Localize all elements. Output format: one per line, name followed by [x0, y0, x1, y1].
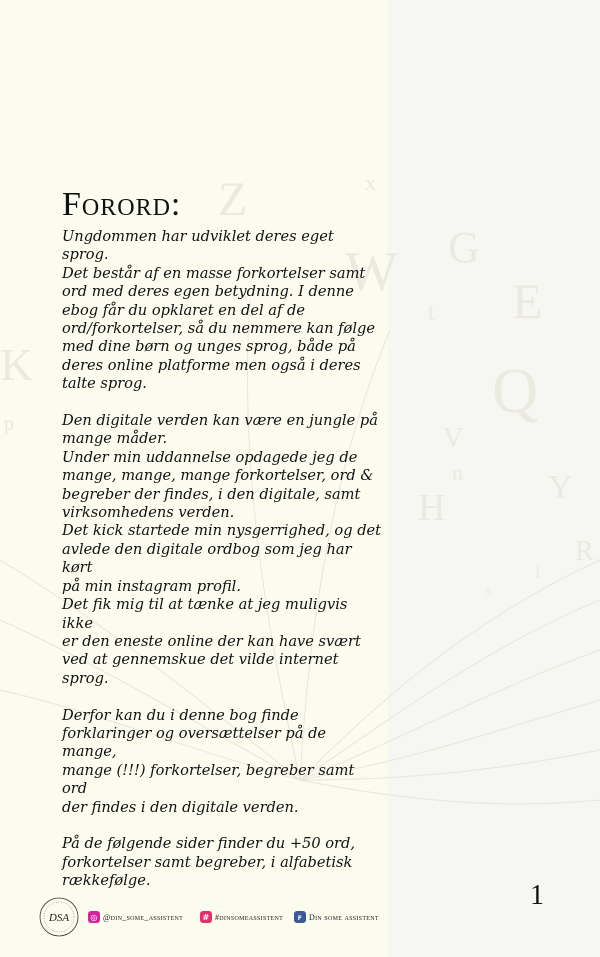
- svg-text:p: p: [4, 413, 14, 435]
- svg-text:G: G: [448, 223, 480, 272]
- svg-text:H: H: [418, 487, 446, 529]
- svg-text:i: i: [535, 561, 541, 583]
- hashtag-icon: #: [200, 911, 212, 923]
- svg-text:R: R: [575, 536, 594, 567]
- svg-text:K: K: [0, 339, 34, 390]
- instagram-link[interactable]: ◎ @din_some_assistent: [88, 911, 183, 923]
- body-text: [62, 228, 382, 909]
- svg-text:n: n: [452, 460, 463, 485]
- facebook-link[interactable]: f Din some assistent: [294, 911, 379, 923]
- brand-logo: [38, 896, 80, 938]
- svg-text:t: t: [428, 300, 435, 326]
- svg-text:V: V: [443, 423, 464, 454]
- svg-text:s: s: [485, 582, 492, 599]
- svg-text:DSA: DSA: [48, 912, 70, 924]
- svg-text:x: x: [365, 170, 376, 195]
- svg-text:W: W: [345, 241, 398, 303]
- instagram-icon: ◎: [88, 911, 100, 923]
- paragraph-4: På de følgende sider finder du +50 ord, forkortelser samt begreber, i alfabetisk rækkefølge.: [62, 835, 356, 890]
- svg-text:Z: Z: [218, 173, 248, 226]
- svg-text:Q: Q: [492, 355, 539, 426]
- svg-text:Y: Y: [548, 469, 573, 506]
- paragraph-1: Ungdommen har udviklet deres eget sprog. Det består af en masse forkortelser samt ord med deres egen betydning. I denne ebog får du opklaret en del af de ord/forkortelser, så du nemmere kan følge med dine børn og unges sprog, både på deres online platforme men også i deres talte sprog.: [62, 228, 375, 393]
- page-title: Forord:: [62, 186, 182, 223]
- page-number: 1: [530, 880, 544, 911]
- paragraph-2: Den digitale verden kan være en jungle på mange måder. Under min uddannelse opdagede jeg de mange, mange, mange forkortelser, ord & begreber der findes, i den digitale, samt virksomhedens verden. Det kick startede min nysgerrighed, og det avlede den digitale ordbog som jeg har kørt på min instagram profil. Det fik mig til at tænke at jeg muligvis ikke er den eneste online der kan have svært ved at gennemskue det vilde internet sprog.: [62, 412, 382, 687]
- paragraph-3: Derfor kan du i denne bog finde forklaringer og oversættelser på de mange, mange (!!!) forkortelser, begreber samt ord der findes i den digitale verden.: [62, 706, 355, 816]
- facebook-icon: f: [294, 911, 306, 923]
- footer: [38, 896, 558, 940]
- svg-text:E: E: [512, 273, 543, 329]
- hashtag-link[interactable]: # #dinsomeassistent: [200, 911, 283, 923]
